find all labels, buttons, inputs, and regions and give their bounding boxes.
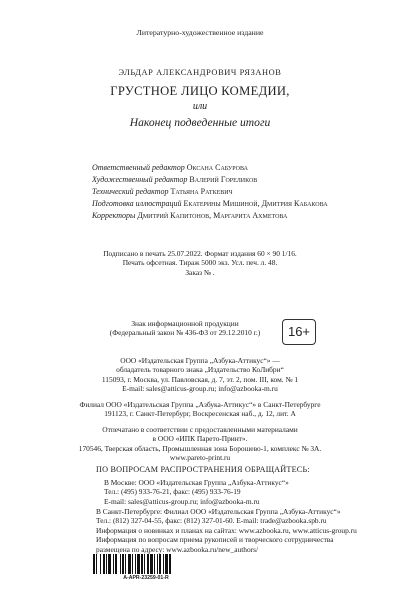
publisher-line: ООО «Издательская Группа „Азбука-Аттикус“» — [120, 356, 280, 365]
credit-name: Валерий Гореликов [189, 175, 258, 184]
distribution-web [96, 526, 396, 554]
printer-line: www.pareto-print.ru [169, 452, 231, 462]
web-line: размещена по адресу: www.azbooka.ru/new_authors/ [96, 544, 259, 554]
print-line: Заказ № . [185, 267, 215, 277]
spb-branch-line: Филиал ООО «Издательская Группа „Азбука-Аттикус“» в Санкт-Петербурге [79, 400, 321, 409]
book-title: ГРУСТНОЕ ЛИЦО КОМЕДИИ, [110, 84, 290, 98]
credit-row [92, 174, 392, 186]
web-line: Информация по вопросам приема рукописей и творческого сотрудничества [96, 535, 334, 545]
credit-row [92, 162, 392, 174]
credit-role: Технический редактор [92, 187, 169, 196]
web-line: Информация о новинках и планах на сайтах: www.azbooka.ru, www.atticus-group.ru [96, 526, 357, 535]
spb-line: В Санкт-Петербурге: Филиал ООО «Издательская Группа „Азбука-Аттикус“» [96, 507, 341, 516]
print-details [0, 249, 400, 277]
distribution-spb [96, 507, 396, 526]
publisher-line: обладатель товарного знака „Издательство КоЛибри“ [116, 365, 284, 375]
publisher-line: E-mail: sales@atticus-group.ru; info@azbooka-m.ru [122, 383, 278, 393]
credit-row [92, 198, 392, 210]
author-name: ЭЛЬДАР АЛЕКСАНДРОВИЧ РЯЗАНОВ [118, 68, 282, 77]
printer-line: в ООО «ИПК Парето-Принт». [152, 434, 248, 444]
credit-role: Ответственный редактор [92, 163, 185, 172]
credit-row [92, 186, 392, 198]
moscow-line: E-mail: sales@atticus-group.ru; info@azbooka-m.ru [104, 496, 260, 506]
printer-line: Отпечатано в соответствии с предоставленными материалами [102, 425, 298, 434]
credit-role: Подготовка иллюстраций [92, 199, 182, 208]
printer-block [0, 425, 400, 462]
spb-branch-line: 191123, г. Санкт-Петербург, Воскресенская наб., д. 12, лит. А [104, 409, 296, 419]
publisher-line: 115093, г. Москва, ул. Павловская, д. 7, эт. 2, пом. III, ком. № 1 [101, 374, 299, 384]
age-rating-badge: 16+ [282, 319, 316, 345]
credits-block [92, 162, 392, 222]
distribution-moscow [104, 478, 400, 506]
credit-role: Корректоры [92, 211, 136, 220]
barcode-label: A-APR-23259-01-R [123, 575, 169, 581]
distribution-heading: ПО ВОПРОСАМ РАСПРОСТРАНЕНИЯ ОБРАЩАЙТЕСЬ: [96, 465, 310, 474]
credit-name: Екатерины Мишиной, Дмитрия Кабакова [183, 199, 328, 208]
info-mark-line: Знак информационной продукции [131, 319, 239, 328]
or-word: или [192, 101, 208, 112]
print-line: Подписано в печать 25.07.2022. Формат издания 60 × 90 1/16. [103, 249, 297, 258]
info-mark-line: (Федеральный закон № 436-ФЗ от 29.12.2010 г.) [109, 328, 261, 338]
printer-line: 170546, Тверская область, Промышленная зона Борошево-1, комплекс № 3А. [78, 443, 322, 453]
credit-name: Оксана Сабурова [186, 163, 248, 172]
moscow-line: В Москве: ООО «Издательская Группа „Азбука-Аттикус“» [104, 478, 289, 487]
genre-line: Литературно-художественное издание [136, 28, 264, 37]
credit-name: Дмитрий Капитонов, Маргарита Ахметова [137, 211, 288, 220]
credit-name: Татьяна Раткевич [170, 187, 233, 196]
spb-line: Тел.: (812) 327-04-55, факс: (812) 327-01-60. E-mail: trade@azbooka.spb.ru [96, 516, 327, 526]
barcode-image [92, 554, 200, 574]
info-mark-text [92, 319, 278, 338]
print-line: Печать офсетная. Тираж 5000 экз. Усл. печ. л. 48. [122, 258, 278, 268]
publisher-block [0, 356, 400, 393]
moscow-line: Тел.: (495) 933-76-21, факс: (495) 933-76-19 [104, 487, 241, 497]
credit-role: Художественный редактор [92, 175, 188, 184]
book-subtitle: Наконец подведенные итоги [129, 116, 271, 129]
spb-branch-block [0, 400, 400, 419]
credit-row [92, 210, 392, 222]
